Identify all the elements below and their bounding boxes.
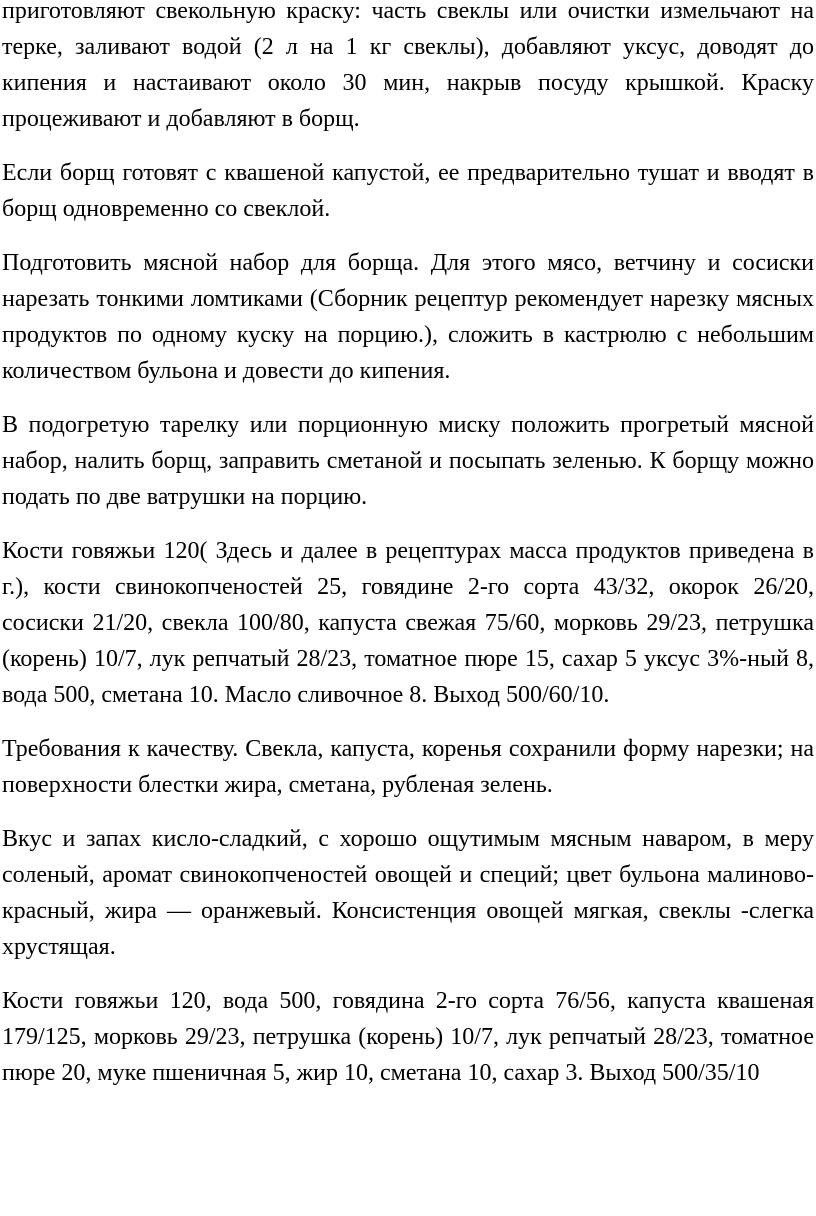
paragraph-taste: Вкус и запах кисло-сладкий, с хорошо ощутимым мясным наваром, в меру соленый, аромат свинокопченостей овощей и специй; цвет бульона малиново-красный, жира — оранжевый. Консистенция овощей мягкая, свеклы -слегка хрустящая. — [2, 826, 814, 960]
paragraph-recipe-1: Кости говяжьи 120( Здесь и далее в рецептурах масса продуктов приведена в г.), кости свинокопченостей 25, говядине 2-го сорта 43/32, окорок 26/20, сосиски 21/20, свекла 100/80, капуста свежая 75/60, морковь 29/23, петрушка (корень) 10/7, лук репчатый 28/23, томатное пюре 15, сахар 5 уксус 3%-ный 8, вода 500, сметана 10. Масло сливочное 8. Выход 500/60/10. — [2, 538, 814, 708]
paragraph-quality: Требования к качеству. Свекла, капуста, коренья сохранили форму нарезки; на поверхности блестки жира, сметана, рубленая зелень. — [2, 736, 814, 798]
paragraph-sauerkraut: Если борщ готовят с квашеной капустой, ее предварительно тушат и вводят в борщ одновременно со свеклой. — [2, 160, 814, 222]
paragraph-recipe-2: Кости говяжьи 120, вода 500, говядина 2-го сорта 76/56, капуста квашеная 179/125, морковь 29/23, петрушка (корень) 10/7, лук репчатый 28/23, томатное пюре 20, муке пшеничная 5, жир 10, сметана 10, сахар 3. Выход 500/35/10 — [2, 988, 814, 1086]
paragraph-serving: В подогретую тарелку или порционную миску положить прогретый мясной набор, налить борщ, заправить сметаной и посыпать зеленью. К борщу можно подать по две ватрушки на порцию. — [2, 412, 814, 510]
paragraph-beet-dye: приготовляют свекольную краску: часть свеклы или очистки измельчают на терке, заливают водой (2 л на 1 кг свеклы), добавляют уксус, доводят до кипения и настаивают около 30 мин, накрыв посуду крышкой. Краску процеживают и добавляют в борщ. — [2, 0, 814, 132]
paragraph-meat-set: Подготовить мясной набор для борща. Для этого мясо, ветчину и сосиски нарезать тонкими ломтиками (Сборник рецептур рекомендует нарезку мясных продуктов по одному куску на порцию.), сложить в кастрюлю с небольшим количеством бульона и довести до кипения. — [2, 250, 814, 384]
document-page — [2, 0, 814, 1091]
